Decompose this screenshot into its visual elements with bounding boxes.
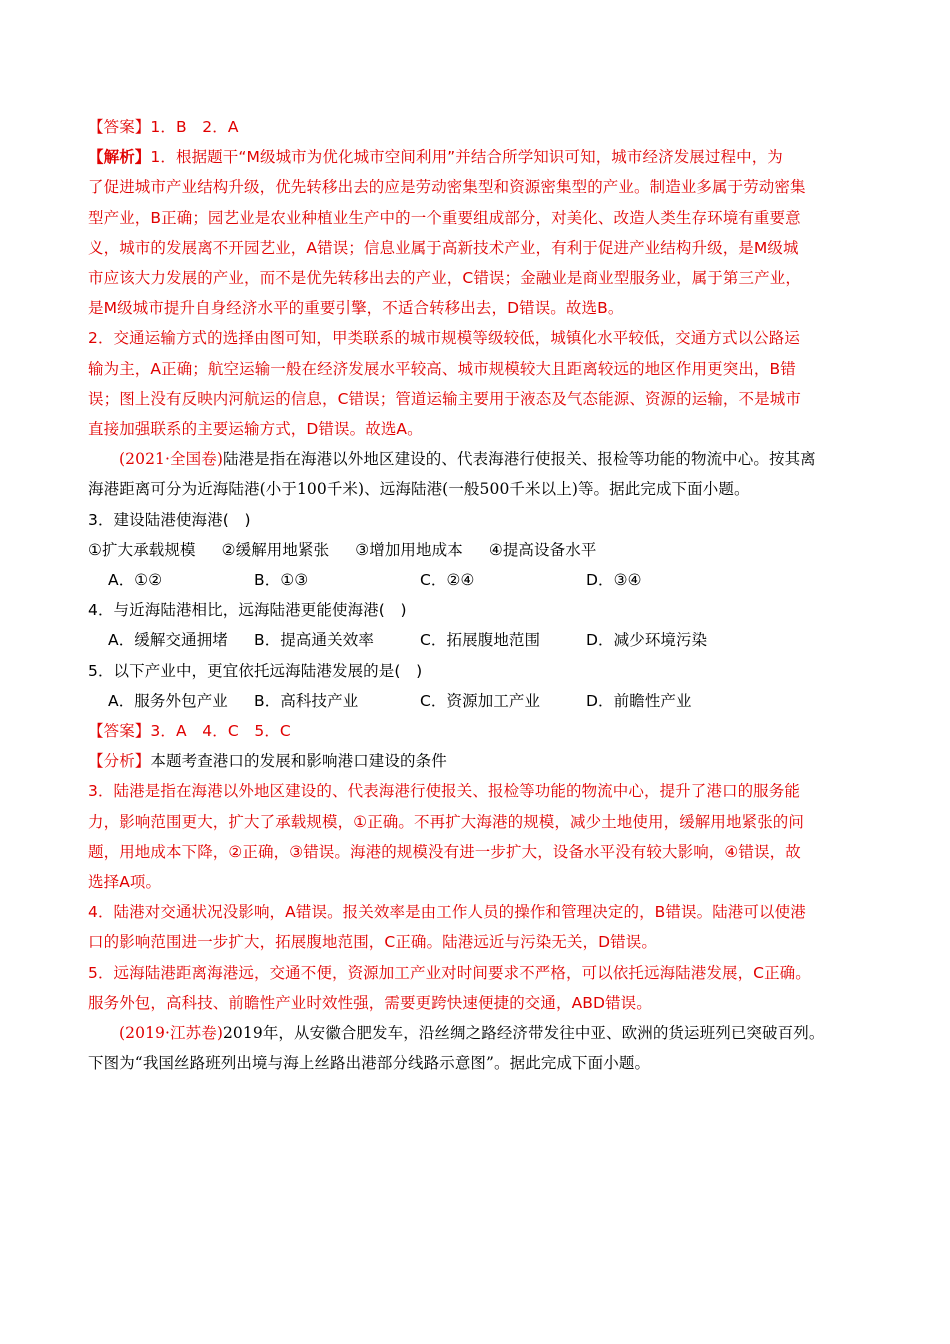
passage-intro [88,444,860,474]
question-3-options [88,565,860,595]
answer-line-1-2 [88,112,860,142]
q2-explanation-line: 输为主，A正确；航空运输一般在经济发展水平较高、城市规模较大且距离较远的地区作用更突出，B错 [88,359,796,378]
option-d: D．③④ [586,571,642,590]
question-5: 5．以下产业中，更宜依托远海陆港发展的是( ) [88,661,423,680]
question-5-options [88,686,860,716]
analysis-line [88,142,860,172]
analysis-line: 义，城市的发展离不开园艺业，A错误；信息业属于高新技术产业，有利于促进产业结构升级，是M级城 [88,238,799,257]
question-4: 4．与近海陆港相比，远海陆港更能使海港( ) [88,601,407,620]
q2-explanation-line: 2．交通运输方式的选择由图可知，甲类联系的城市规模等级较低，城镇化水平较低，交通方式以公路运 [88,329,800,348]
question-3-choices [88,535,860,565]
q3-explanation-line: 选择A项。 [88,873,162,892]
option-c: C．②④ [420,571,475,590]
answer-tag: 【答案】 [88,722,151,741]
option-b: B．①③ [254,571,309,590]
fenxi-text: 本题考查港口的发展和影响港口建设的条件 [150,752,447,771]
passage-text: 2019年，从安徽合肥发车，沿丝绸之路经济带发往中亚、欧洲的货运班列已突破百列。 [222,1024,825,1043]
option-a: A．①② [108,571,163,590]
option-c: C．拓展腹地范围 [420,631,541,650]
q2-explanation-line: 误；图上没有反映内河航运的信息，C错误；管道运输主要用于液态及气态能源、资源的运输，不是城市 [88,389,801,408]
source-label: (2021·全国卷) [119,450,223,469]
source-label: (2019·江苏卷) [119,1024,223,1043]
q5-explanation-line: 5．远海陆港距离海港远，交通不便，资源加工产业对时间要求不严格，可以依托远海陆港发展，C正确。 [88,963,811,982]
answer-text: 1．B 2．A [150,118,239,136]
q3-explanation-line: 力，影响范围更大，扩大了承载规模，①正确。不再扩大海港的规模，减少土地使用，缓解用地紧张的问 [88,812,804,831]
analysis-tag: 【解析】 [88,148,151,167]
choice-item: ④提高设备水平 [488,540,597,559]
passage-text: 陆港是指在海港以外地区建设的、代表海港行使报关、报检等功能的物流中心。按其离 [222,450,816,469]
option-b: B．提高通关效率 [254,631,374,650]
question-4-options [88,625,860,655]
answer-line-3-5 [88,716,860,746]
q2-explanation-line: 直接加强联系的主要运输方式，D错误。故选A。 [88,420,423,439]
fenxi-line [88,746,860,776]
option-b: B．高科技产业 [254,691,359,710]
passage-intro-cont: 海港距离可分为近海陆港(小于100千米)、远海陆港(一般500千米以上)等。据此完成下面小题。 [88,480,750,499]
analysis-line: 是M级城市提升自身经济水平的重要引擎，不适合转移出去，D错误。故选B。 [88,299,624,318]
document-page [88,112,860,1079]
q4-explanation-line: 口的影响范围进一步扩大，拓展腹地范围，C正确。陆港远近与污染无关，D错误。 [88,933,657,952]
option-a: A．服务外包产业 [108,691,228,710]
q3-explanation-line: 3．陆港是指在海港以外地区建设的、代表海港行使报关、报检等功能的物流中心，提升了港口的服务能 [88,782,800,801]
analysis-line: 市应该大力发展的产业，而不是优先转移出去的产业，C错误；金融业是商业型服务业，属于第三产业， [88,269,801,288]
choice-item: ①扩大承载规模 [88,540,196,559]
analysis-line: 了促进城市产业结构升级，优先转移出去的应是劳动密集型和资源密集型的产业。制造业多属于劳动密集 [88,178,806,197]
q3-explanation-line: 题，用地成本下降，②正确，③错误。海港的规模没有进一步扩大，设备水平没有较大影响，④错误，故 [88,842,801,861]
q5-explanation-line: 服务外包，高科技、前瞻性产业时效性强，需要更跨快速便捷的交通，ABD错误。 [88,993,652,1012]
question-3: 3．建设陆港使海港( ) [88,510,251,529]
choice-item: ③增加用地成本 [355,540,463,559]
passage-intro-2019 [88,1018,860,1048]
q4-explanation-line: 4．陆港对交通状况没影响，A错误。报关效率是由工作人员的操作和管理决定的，B错误。陆港可以使港 [88,903,806,922]
answer-text: 3．A 4．C 5．C [150,722,291,741]
fenxi-tag: 【分析】 [88,752,151,771]
analysis-line: 型产业，B正确；园艺业是农业种植业生产中的一个重要组成部分，对美化、改造人类生存环境有重要意 [88,208,801,227]
option-d: D．前瞻性产业 [586,691,692,710]
passage-intro-2019-cont: 下图为“我国丝路班列出境与海上丝路出港部分线路示意图”。据此完成下面小题。 [88,1054,651,1073]
choice-item: ②缓解用地紧张 [221,540,330,559]
option-a: A．缓解交通拥堵 [108,631,228,650]
answer-tag: 【答案】 [88,118,151,136]
option-d: D．减少环境污染 [586,631,708,650]
analysis-text: 1．根据题干“M级城市为优化城市空间利用”并结合所学知识可知，城市经济发展过程中，为 [150,148,783,167]
option-c: C．资源加工产业 [420,691,541,710]
